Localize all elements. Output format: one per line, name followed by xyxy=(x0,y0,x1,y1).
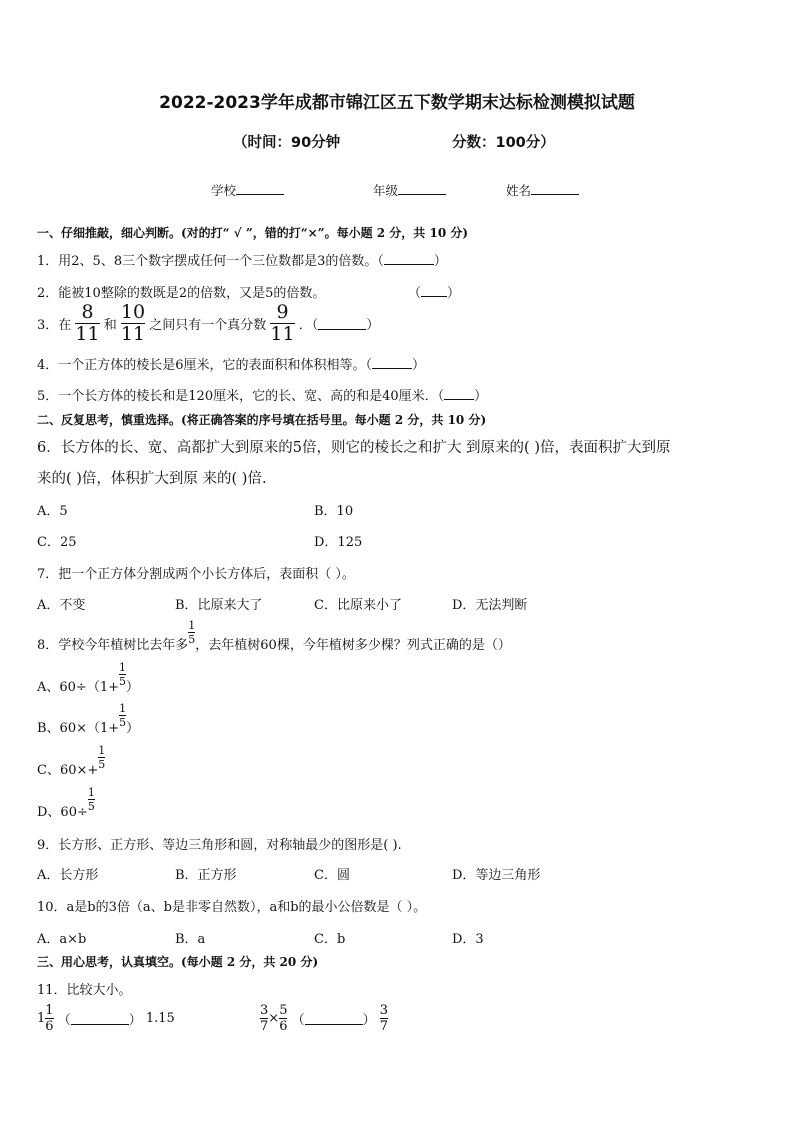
question-9: 9．长方形、正方形、等边三角形和圆，对称轴最少的图形是( ). xyxy=(37,838,402,853)
compare-1-open: （ xyxy=(57,1013,71,1028)
fraction-denominator: 7 xyxy=(260,1019,269,1034)
question-3-text-b: 和 xyxy=(103,318,117,333)
question-3 xyxy=(37,303,379,344)
question-6-option-c[interactable]: C．25 xyxy=(37,535,77,550)
compare-2-close: ） xyxy=(362,1013,376,1028)
question-4 xyxy=(37,354,425,373)
question-7: 7．把一个正方体分割成两个小长方体后，表面积（ ）。 xyxy=(37,567,355,582)
question-7-option-c[interactable]: C．比原来小了 xyxy=(314,598,402,613)
question-8-text-a: 8．学校今年植树比去年多 xyxy=(37,638,189,653)
compare-1-blank[interactable] xyxy=(71,1012,129,1025)
question-8-option-d[interactable] xyxy=(37,787,95,820)
fraction-1-5 xyxy=(98,745,105,770)
question-8-text-b: ，去年植树60棵，今年植树多少棵？列式正确的是（） xyxy=(195,638,511,653)
option-text: ） xyxy=(126,680,140,695)
fraction-1-6 xyxy=(45,1004,53,1033)
name-label: 姓名 xyxy=(506,183,532,198)
school-blank[interactable] xyxy=(236,182,284,195)
fraction-numerator: 1 xyxy=(98,744,106,757)
fraction-numerator: 1 xyxy=(119,661,126,674)
option-text: ） xyxy=(126,721,140,736)
fraction-1-5 xyxy=(188,620,195,645)
school-label: 学校 xyxy=(211,183,237,198)
question-3-blank[interactable] xyxy=(318,317,366,330)
section3-heading: 三、用心思考，认真填空。(每小题 2 分，共 20 分) xyxy=(37,955,319,969)
question-4-blank[interactable] xyxy=(372,356,412,369)
question-8-option-c[interactable] xyxy=(37,745,105,778)
compare-item-2 xyxy=(260,1004,388,1033)
question-4-close: ） xyxy=(412,358,426,373)
fraction-numerator: 5 xyxy=(279,1003,288,1018)
question-9-option-c[interactable]: C．圆 xyxy=(314,868,350,883)
question-1-close: ） xyxy=(433,254,447,269)
fraction-denominator: 6 xyxy=(45,1019,54,1034)
question-7-option-b[interactable]: B．比原来大了 xyxy=(175,598,263,613)
question-3-text-d: ．（ xyxy=(298,318,319,333)
fraction-numerator: 9 xyxy=(276,301,289,323)
fraction-numerator: 1 xyxy=(87,786,95,799)
fraction-1-5 xyxy=(119,703,126,728)
compare-2-blank[interactable] xyxy=(305,1012,363,1025)
fraction-5-6 xyxy=(279,1004,287,1033)
question-2-answer xyxy=(408,282,460,301)
fraction-9-11 xyxy=(270,303,294,344)
option-text: B、60×（1+ xyxy=(37,721,120,736)
question-11: 11．比较大小。 xyxy=(37,983,132,998)
fraction-denominator: 11 xyxy=(75,323,100,345)
question-3-close: ） xyxy=(366,318,380,333)
compare-1-value: 1.15 xyxy=(145,1011,175,1026)
question-7-option-a[interactable]: A．不变 xyxy=(37,598,86,613)
question-10-option-a[interactable]: A．a×b xyxy=(37,932,87,947)
exam-score: 分数：100分） xyxy=(452,135,555,151)
compare-2-open: （ xyxy=(291,1013,305,1028)
question-1-text: 1．用2、5、8三个数字摆成任何一个三位数都是3的倍数。（ xyxy=(37,254,384,269)
fraction-3-7 xyxy=(260,1004,268,1033)
fraction-denominator: 11 xyxy=(120,323,146,345)
question-5 xyxy=(37,385,487,404)
question-7-option-d[interactable]: D．无法判断 xyxy=(452,598,528,613)
question-8-option-a[interactable] xyxy=(37,662,139,695)
question-10-option-d[interactable]: D．3 xyxy=(452,932,484,947)
fraction-denominator: 11 xyxy=(270,323,295,345)
grade-blank[interactable] xyxy=(398,182,446,195)
question-6-option-b[interactable]: B．10 xyxy=(314,504,354,519)
fraction-denominator: 5 xyxy=(119,675,126,688)
question-6-option-a[interactable]: A．5 xyxy=(37,504,68,519)
question-5-blank[interactable] xyxy=(444,387,474,400)
question-9-option-d[interactable]: D．等边三角形 xyxy=(452,868,541,883)
question-2-text: 2．能被10整除的数既是2的倍数，又是5的倍数。 xyxy=(37,286,326,301)
question-5-close: ） xyxy=(474,389,488,404)
question-3-text-c: 之间只有一个真分数 xyxy=(149,318,267,333)
fraction-denominator: 5 xyxy=(98,758,106,771)
question-10-option-c[interactable]: C．b xyxy=(314,932,346,947)
fraction-denominator: 5 xyxy=(87,800,95,813)
page-title: 2022-2023学年成都市锦江区五下数学期末达标检测模拟试题 xyxy=(159,93,635,113)
name-field xyxy=(506,181,579,199)
question-9-option-a[interactable]: A．长方形 xyxy=(37,868,99,883)
option-text: C、60×+ xyxy=(37,763,99,778)
school-field xyxy=(211,181,284,199)
grade-label: 年级 xyxy=(373,183,399,198)
fraction-denominator: 7 xyxy=(379,1019,389,1034)
fraction-numerator: 1 xyxy=(45,1003,54,1018)
name-blank[interactable] xyxy=(531,182,579,195)
question-8-option-b[interactable] xyxy=(37,703,139,736)
fraction-denominator: 5 xyxy=(119,716,127,729)
fraction-1-5 xyxy=(119,662,126,687)
fraction-numerator: 8 xyxy=(81,301,94,323)
question-6-line1: 6．长方体的长、宽、高都扩大到原来的5倍，则它的棱长之和扩大 到原来的( )倍，表面积扩大到原 xyxy=(37,440,671,456)
question-8 xyxy=(37,620,511,653)
fraction-denominator: 5 xyxy=(188,633,196,646)
option-text: D、60÷ xyxy=(37,805,88,820)
fraction-1-5 xyxy=(88,787,95,812)
option-text: A、60÷（1+ xyxy=(37,680,119,695)
question-10: 10．a是b的3倍（a、b是非零自然数），a和b的最小公倍数是（ ）。 xyxy=(37,900,427,915)
fraction-denominator: 6 xyxy=(279,1019,288,1034)
mixed-number-whole: 1 xyxy=(37,1011,46,1026)
question-3-text-a: 3．在 xyxy=(37,318,72,333)
fraction-numerator: 3 xyxy=(379,1003,389,1018)
fraction-3-7 xyxy=(380,1004,388,1033)
section2-heading: 二、反复思考，慎重选择。(将正确答案的序号填在括号里。每小题 2 分，共 10 分) xyxy=(37,413,487,427)
question-2-open: （ xyxy=(408,286,422,301)
question-9-option-b[interactable]: B．正方形 xyxy=(175,868,237,883)
question-5-text: 5．一个长方体的棱长和是120厘米，它的长、宽、高的和是40厘米．（ xyxy=(37,389,445,404)
exam-time: （时间：90分钟 xyxy=(233,135,341,151)
times-sign: × xyxy=(268,1011,280,1026)
question-10-option-b[interactable]: B．a xyxy=(175,932,206,947)
fraction-numerator: 10 xyxy=(120,301,146,323)
question-1 xyxy=(37,250,447,269)
fraction-8-11 xyxy=(75,303,99,344)
compare-1-close: ） xyxy=(128,1013,142,1028)
question-6-option-d[interactable]: D．125 xyxy=(314,535,363,550)
fraction-numerator: 3 xyxy=(260,1003,269,1018)
fraction-10-11 xyxy=(121,303,145,344)
question-1-blank[interactable] xyxy=(384,252,434,265)
fraction-numerator: 1 xyxy=(188,619,196,632)
question-2-blank[interactable] xyxy=(421,284,447,297)
fraction-numerator: 1 xyxy=(119,702,127,715)
grade-field xyxy=(373,181,446,199)
section1-heading: 一、仔细推敲，细心判断。(对的打“ √ ”，错的打“×”。每小题 2 分，共 10 分) xyxy=(37,226,469,240)
question-2-close: ） xyxy=(447,286,461,301)
question-6-line2: 来的( )倍，体积扩大到原 来的( )倍. xyxy=(37,471,267,487)
compare-item-1 xyxy=(37,1004,175,1033)
question-4-text: 4．一个正方体的棱长是6厘米，它的表面积和体积相等。（ xyxy=(37,358,373,373)
